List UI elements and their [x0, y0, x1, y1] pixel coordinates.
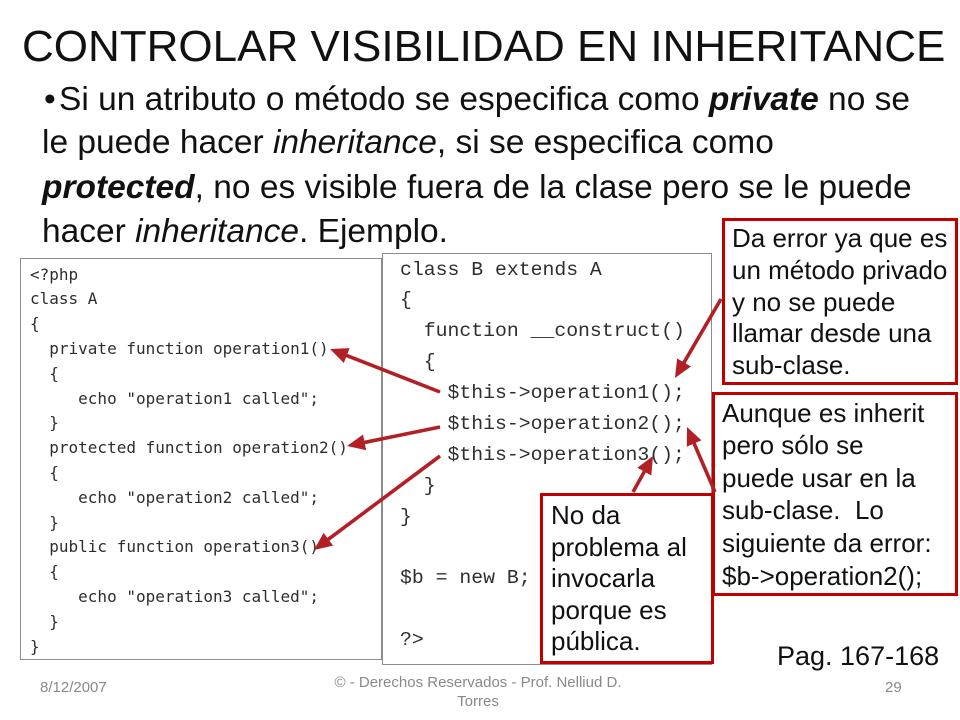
- class-a-code-box: [20, 258, 382, 660]
- class-a-code-line: }: [30, 611, 59, 631]
- bullet-text: , no es visible fuera de la clase pero se le puede: [194, 169, 912, 206]
- callout-line: llamar desde una: [732, 318, 932, 349]
- callout-line: siguiente da error:: [722, 528, 932, 559]
- callout-line: porque es: [551, 594, 667, 625]
- bullet-line-1: [59, 78, 910, 122]
- bullet-text: . Ejemplo.: [299, 213, 448, 250]
- term-inheritance: inheritance: [272, 124, 437, 161]
- class-a-code-line: echo "operation3 called";: [30, 586, 319, 606]
- callout-line: problema al: [551, 531, 687, 562]
- class-a-code-line: <?php: [30, 264, 79, 284]
- class-b-code-line: $this->operation2();: [400, 412, 685, 435]
- class-b-code-line: class B extends A: [400, 258, 602, 281]
- callout-line: pública.: [551, 626, 641, 657]
- class-a-code-line: private function operation1(): [30, 338, 329, 358]
- keyword-private: private: [708, 81, 819, 118]
- callout-line: sub-clase. Lo: [722, 495, 884, 526]
- class-b-code-line: $this->operation3();: [400, 443, 685, 466]
- class-b-code-line: function __construct(): [400, 320, 685, 343]
- slide-title: CONTROLAR VISIBILIDAD EN INHERITANCE: [22, 22, 946, 71]
- class-b-code-line: {: [400, 351, 436, 374]
- bullet-line-2: [42, 121, 774, 165]
- callout-line: $b->operation2();: [722, 560, 923, 591]
- bullet-text: , si se especifica como: [436, 124, 774, 161]
- class-b-code-line: }: [400, 474, 436, 497]
- class-a-code-line: class A: [30, 289, 98, 309]
- class-b-code-line: {: [400, 289, 412, 312]
- class-a-code-line: protected function operation2(): [30, 438, 348, 458]
- class-b-code-line: $b = new B;: [400, 567, 531, 590]
- bullet-text: Si un atributo o método se especifica como: [59, 81, 709, 118]
- keyword-protected: protected: [42, 169, 195, 206]
- protected-note-callout: [712, 392, 958, 596]
- class-b-code-line: }: [400, 505, 412, 528]
- bullet-text: le puede hacer: [42, 124, 273, 161]
- class-a-code-line: {: [30, 462, 59, 482]
- footer-copyright: © - Derechos Reservados - Prof. Nelliud D. Torres: [334, 674, 622, 710]
- bullet-text: no se: [818, 81, 911, 118]
- callout-line: Aunque es inherit: [722, 397, 925, 428]
- callout-line: invocarla: [551, 563, 656, 594]
- term-inheritance: inheritance: [135, 213, 299, 250]
- callout-line: No da: [551, 500, 621, 531]
- callout-line: un método privado: [732, 254, 948, 285]
- class-a-code-line: {: [30, 562, 59, 582]
- class-a-code-line: public function operation3(): [30, 537, 319, 557]
- bullet-text: hacer: [42, 213, 136, 250]
- class-a-code-line: }: [30, 636, 40, 656]
- footer-date: 8/12/2007: [40, 679, 107, 696]
- class-a-code-line: {: [30, 363, 59, 383]
- page-reference: Pag. 167-168: [777, 641, 940, 671]
- class-b-code-line: $this->operation1();: [400, 382, 685, 405]
- private-error-callout: [722, 218, 958, 385]
- public-ok-callout: [540, 493, 714, 664]
- callout-line: pero sólo se: [722, 430, 864, 461]
- class-b-code-line: ?>: [400, 629, 424, 652]
- callout-line: puede usar en la: [722, 462, 916, 493]
- class-a-code-line: {: [30, 314, 40, 334]
- bullet-icon: •: [44, 81, 56, 118]
- bullet-line-3: [42, 166, 912, 210]
- callout-line: Da error ya que es: [732, 223, 948, 253]
- callout-line: y no se puede: [732, 286, 896, 317]
- class-a-code-line: }: [30, 413, 59, 433]
- bullet-line-4: [42, 210, 448, 254]
- callout-line: sub-clase.: [732, 350, 851, 381]
- class-a-code-line: }: [30, 512, 59, 532]
- class-a-code-line: echo "operation2 called";: [30, 487, 319, 507]
- slide-number: 29: [885, 679, 902, 696]
- class-a-code-line: echo "operation1 called";: [30, 388, 319, 408]
